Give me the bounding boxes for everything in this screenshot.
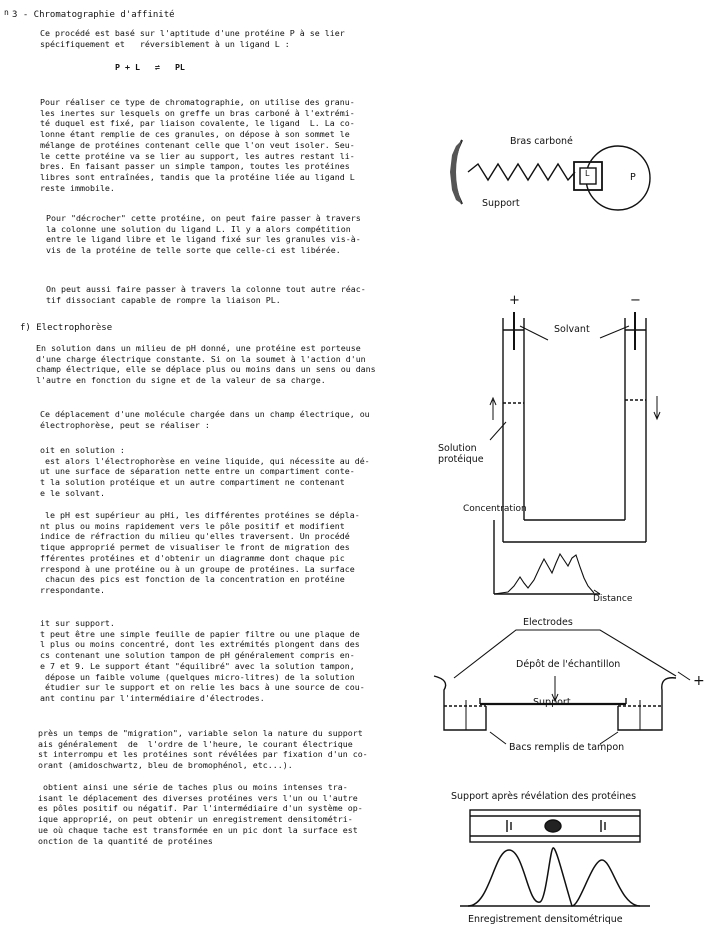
fig1-L-label: L	[585, 169, 590, 178]
fig1-support-label: Support	[482, 198, 520, 209]
fig4-depot-label: Dépôt de l'échantillon	[516, 659, 621, 670]
electrophoresis-apparatus	[434, 630, 690, 744]
paragraph-dissociating: On peut aussi faire passer à travers la colonne tout autre réac- tif dissociant capable de rompre la liaison PL.	[46, 284, 366, 305]
paragraph-migration: près un temps de "migration", variable selon la nature du support ais généralement de l'ordre de l'heure, le courant électrique st interrompu et les protéines sont révélées par fixation d'un co- orant (amidoschwartz, bleu de bromophénol, etc...).	[38, 728, 368, 771]
paragraph-in-solution: oit en solution : est alors l'électrophorèse en veine liquide, qui nécessite au dé- ut une surface de séparation nette entre un compartiment conte- t la solution protéique et un autre compartiment ne contenant e le solvant.	[40, 445, 370, 498]
concentration-plot	[494, 520, 600, 594]
fig1-P-label: P	[630, 172, 636, 183]
fig4-plus-label: +	[693, 673, 705, 689]
fig1-bras-label: Bras carboné	[510, 136, 573, 147]
fig3-xlabel: Distance	[593, 594, 633, 604]
fig2-solvant-label: Solvant	[554, 324, 590, 335]
affinity-diagram	[450, 140, 650, 210]
fig2-solution-label: Solution protéique	[438, 443, 484, 465]
revealed-support-strip	[470, 810, 640, 842]
binding-equation: P + L ⇌ PL	[115, 62, 185, 72]
fig5-caption: Enregistrement densitométrique	[468, 914, 623, 925]
paragraph-affinity-method: Pour réaliser ce type de chromatographie, on utilise des granu- les inertes sur lesquels on greffe un bras carboné à l'extrémi- té duquel est fixé, par liaison covalente, le ligand L. La co- lonne étant remplie de ces granules, on dépose à son sommet le mélange de protéines contenant celle que l'on veut isoler. Seu- le cette protéine va se lier au support, les autres restant li- bres. En faisant passer un simple tampon, toutes les protéines libres sont entraînées, tandis que la protéine liée au ligand L reste immobile.	[40, 97, 355, 193]
intro-paragraph: Ce procédé est basé sur l'aptitude d'une protéine P à se lier spécifiquement et réversiblement à un ligand L :	[40, 28, 345, 49]
paragraph-displacement: Ce déplacement d'une molécule chargée dans un champ électrique, ou électrophorèse, peut se réaliser :	[40, 409, 370, 430]
fig2-plus-label: +	[509, 293, 520, 308]
densitometric-curve	[460, 848, 650, 906]
section-number-marker: n	[4, 8, 9, 17]
fig2-minus-label: −	[630, 293, 641, 308]
fig5-title: Support après révélation des protéines	[451, 791, 637, 802]
paragraph-on-support: it sur support. t peut être une simple feuille de papier filtre ou une plaque de l plus ou moins concentré, dont les extrémités plongent dans des cs contenant une solution tampon de pH généralement compris en- e 7 et 9. Le support étant "équilibré" avec la solution tampon, dépose un faible volume (quelques micro-litres) de la solution étudier sur le support et on relie les bacs à une source de cou- ant continu par l'intermédiaire d'électrodes.	[40, 618, 365, 703]
section-title-electrophoresis: f) Electrophorèse	[20, 323, 113, 333]
fig3-ylabel: Concentration	[463, 504, 527, 514]
paragraph-ph: le pH est supérieur au pHi, les différentes protéines se dépla- nt plus ou moins rapidement vers le pôle positif et modifient indice de réfraction du milieu qu'elles traversent. Un procédé tique approprié permet de visualiser le front de migration des fférentes protéines et d'obtenir un diagramme dont chaque pic rrespond à une protéine ou à un groupe de protéines. La surface chacun des pics est fonction de la concentration en protéine rrespondante.	[40, 510, 360, 595]
paragraph-charge: En solution dans un milieu de pH donné, une protéine est porteuse d'une charge électrique constante. Si on la soumet à l'action d'un champ électrique, elle se déplace plus ou moins dans un sens ou dans l'autre en fonction du signe et de la valeur de sa charge.	[36, 343, 376, 386]
fig4-electrodes-label: Electrodes	[523, 617, 573, 628]
section-title-affinity: 3 - Chromatographie d'affinité	[12, 10, 175, 20]
fig4-bacs-label: Bacs remplis de tampon	[509, 742, 625, 753]
fig4-support-label: Support	[533, 697, 571, 708]
paragraph-unhook: Pour "décrocher" cette protéine, on peut faire passer à travers la colonne une solution du ligand L. Il y a alors compétition entre le ligand libre et le ligand fixé sur les granules vis-à- vis de la protéine de telle sorte que celle-ci est libérée.	[46, 213, 361, 256]
paragraph-series-spots: obtient ainsi une série de taches plus ou moins intenses tra- isant le déplacement des diverses protéines vers l'un ou l'autre es pôles positif ou négatif. Par l'intermédiaire d'un système op- ique approprié, on peut obtenir un enregistrement densitométri- ue où chaque tache est transformée en un pic dont la surface est onction de la quantité de protéines	[38, 782, 363, 846]
